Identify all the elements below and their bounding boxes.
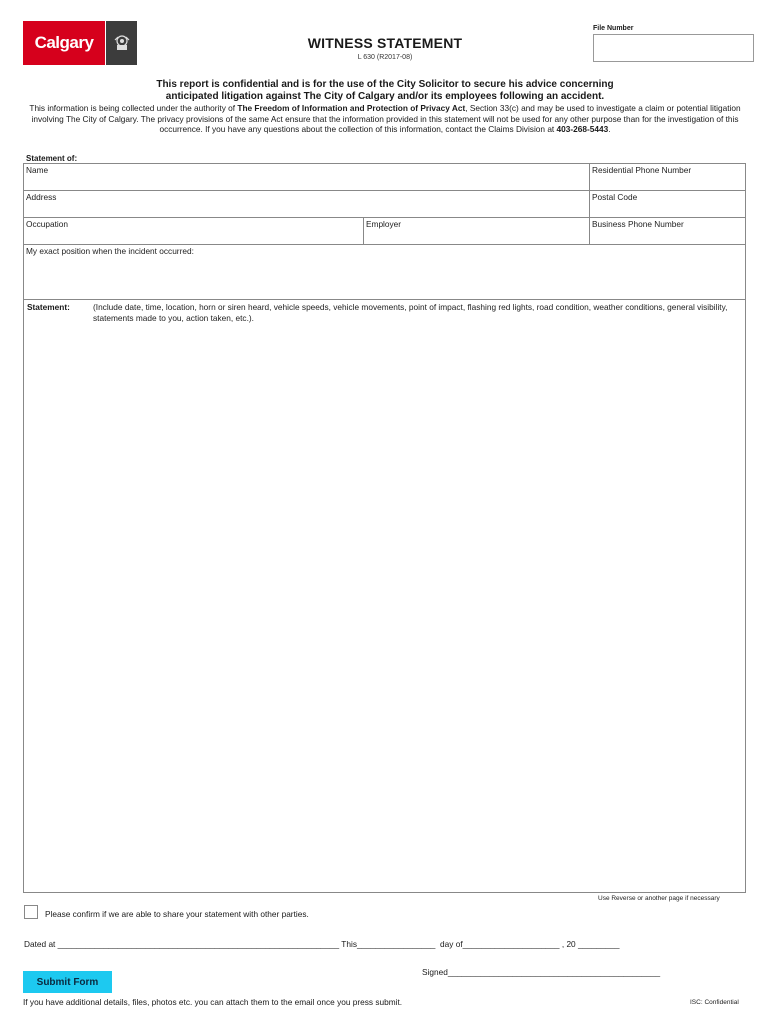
privacy-text-end: . — [608, 124, 611, 135]
logo-text: Calgary — [34, 33, 94, 52]
notice-line-1: This report is confidential and is for the use of the City Solicitor to secure his advice concerning — [156, 79, 614, 90]
postal-code-field[interactable] — [589, 190, 746, 218]
statement-of-label: Statement of: — [26, 154, 78, 163]
signed-line[interactable]: Signed______________________________________________ — [422, 967, 661, 977]
attach-note: If you have additional details, files, photos etc. you can attach them to the email once you press submit. — [23, 997, 403, 1007]
occupation-label: Occupation — [26, 219, 68, 229]
employer-label: Employer — [366, 219, 402, 229]
residential-phone-label: Residential Phone Number — [592, 165, 692, 175]
notice-line-2: anticipated litigation against The City of Calgary and/or its employees following an accident. — [165, 91, 605, 102]
share-consent-label: Please confirm if we are able to share your statement with other parties. — [45, 909, 309, 919]
dated-line[interactable]: Dated at _____________________________________________________________ This_________________ day of_____________________ , 20 _________ — [24, 939, 620, 949]
reverse-note: Use Reverse or another page if necessary — [598, 895, 720, 902]
employer-field[interactable] — [363, 217, 590, 245]
address-field[interactable] — [23, 190, 590, 218]
file-number-label: File Number — [593, 25, 634, 32]
form-code: L 630 (R2017-08) — [357, 54, 413, 61]
submit-form-button[interactable]: Submit Form — [23, 971, 112, 993]
statement-field[interactable] — [23, 299, 746, 893]
claims-phone: 403-268-5443 — [556, 124, 609, 135]
share-consent-checkbox[interactable] — [24, 905, 38, 919]
name-label: Name — [26, 165, 49, 175]
privacy-notice — [28, 103, 742, 135]
occupation-field[interactable] — [23, 217, 364, 245]
confidentiality-notice — [40, 79, 730, 103]
postal-code-label: Postal Code — [592, 192, 638, 202]
business-phone-label: Business Phone Number — [592, 219, 684, 229]
name-field[interactable] — [23, 163, 590, 191]
privacy-text-2: , Section 33(c) and may be used to investigate a claim or potential litigation involving The City of Calgary. The privacy provisions of the same Act ensure that the information provided in this statement will not be used for any other purpose than for the investigation of this occurrence. If you have any questions about the collection of this information, contact the Claims Division at — [31, 103, 741, 135]
statement-label: Statement: — [27, 302, 70, 312]
privacy-act-name: The Freedom of Information and Protection of Privacy Act — [237, 103, 466, 113]
file-number-input[interactable] — [593, 34, 754, 62]
position-label: My exact position when the incident occurred: — [26, 246, 194, 256]
isc-confidential-note: ISC: Confidential — [690, 999, 739, 1006]
residential-phone-field[interactable] — [589, 163, 746, 191]
address-label: Address — [26, 192, 57, 202]
form-title: WITNESS STATEMENT — [307, 35, 463, 51]
privacy-text-1: This information is being collected under the authority of — [29, 103, 238, 113]
statement-hint: (Include date, time, location, horn or siren heard, vehicle speeds, vehicle movements, point of impact, flashing red lights, road condition, weather conditions, general visibility, statements made to you, action taken, etc.). — [93, 302, 728, 323]
position-field[interactable] — [23, 244, 746, 300]
business-phone-field[interactable] — [589, 217, 746, 245]
